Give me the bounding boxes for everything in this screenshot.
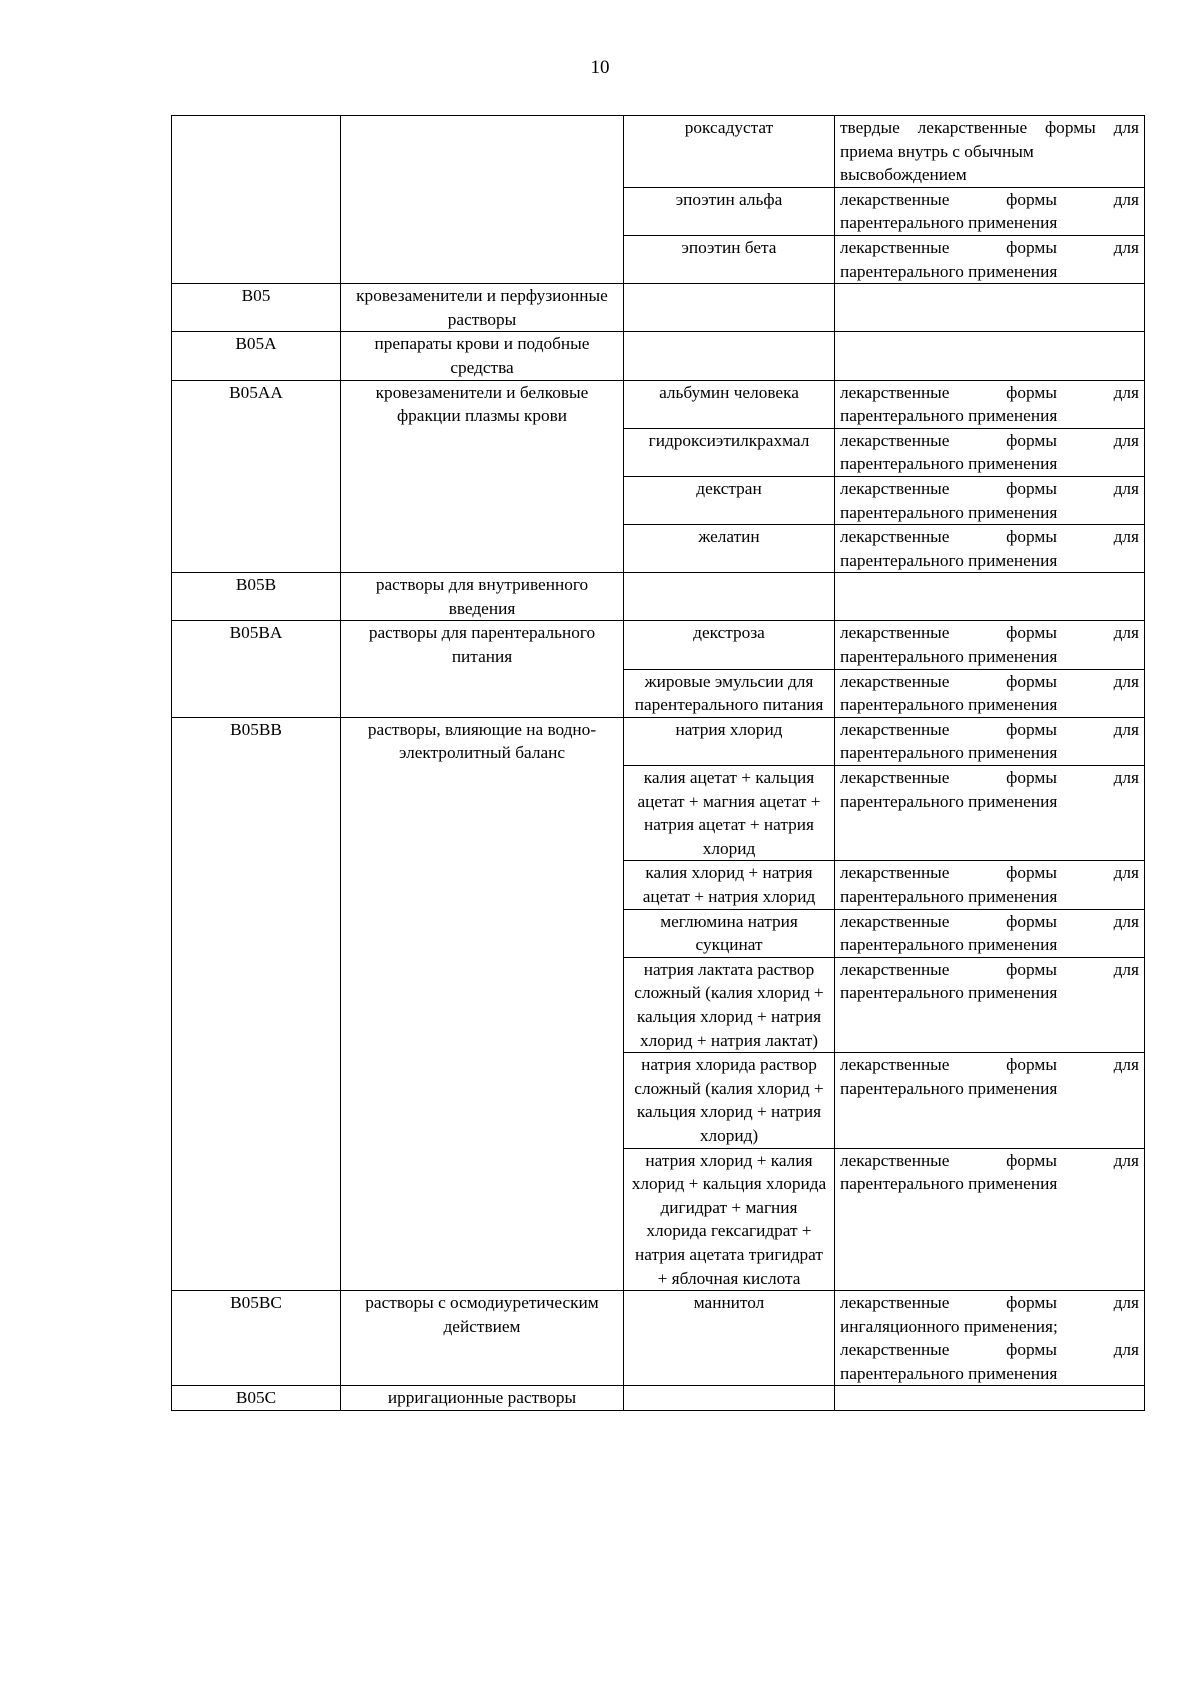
anatomical-group-cell: кровезаменители и белковые фракции плазмы крови — [341, 380, 624, 573]
table-row — [172, 284, 1145, 332]
dosage-form-line: парентерального применения — [840, 647, 1058, 667]
dosage-form-line: парентерального применения — [840, 261, 1058, 281]
dosage-form-cell — [835, 116, 1145, 188]
drug-name-cell — [624, 284, 835, 332]
dosage-form-cell — [835, 380, 1145, 428]
dosage-form-cell — [835, 525, 1145, 573]
dosage-form-line: парентерального применения — [840, 213, 1058, 233]
dosage-form-line: парентерального применения — [840, 935, 1058, 955]
dosage-form-line: лекарственные формы для — [840, 382, 1139, 402]
dosage-form-line: лекарственные формы для — [840, 1150, 1139, 1170]
dosage-form-cell — [835, 332, 1145, 380]
anatomical-group-cell: растворы с осмодиуретическим действием — [341, 1291, 624, 1386]
dosage-form-cell — [835, 476, 1145, 524]
drug-name-cell: калия ацетат + кальция ацетат + магния ацетат + натрия ацетат + натрия хлорид — [624, 766, 835, 861]
dosage-form-line: лекарственные формы для — [840, 719, 1139, 739]
dosage-form-line: лекарственные формы для — [840, 430, 1139, 450]
dosage-form-line: лекарственные формы для — [840, 911, 1139, 931]
dosage-form-line: ингаляционного применения; — [840, 1316, 1058, 1336]
dosage-form-cell — [835, 187, 1145, 235]
drug-name-cell: натрия хлорид — [624, 717, 835, 765]
dosage-form-line: лекарственные формы для — [840, 527, 1139, 547]
drug-name-cell: роксадустат — [624, 116, 835, 188]
drug-name-cell: гидроксиэтилкрахмал — [624, 428, 835, 476]
anatomical-group-cell: препараты крови и подобные средства — [341, 332, 624, 380]
anatomical-group-cell: ирригационные растворы — [341, 1386, 624, 1411]
dosage-form-line: лекарственные формы для — [840, 189, 1139, 209]
dosage-form-line: парентерального применения — [840, 406, 1058, 426]
dosage-form-cell — [835, 1148, 1145, 1291]
table-row — [172, 717, 1145, 765]
dosage-form-line: твердые лекарственные формы для — [840, 118, 1139, 137]
drug-name-cell: жировые эмульсии для парентерального питания — [624, 669, 835, 717]
dosage-form-line: парентерального применения — [840, 1078, 1058, 1098]
drug-name-cell: натрия хлорида раствор сложный (калия хлорид + кальция хлорид + натрия хлорид) — [624, 1053, 835, 1148]
atc-code-cell: B05BC — [172, 1291, 341, 1386]
drug-name-cell — [624, 332, 835, 380]
dosage-form-line: лекарственные формы для — [840, 959, 1139, 979]
dosage-form-cell — [835, 1053, 1145, 1148]
atc-code-cell: B05C — [172, 1386, 341, 1411]
dosage-form-line: лекарственные формы для — [840, 863, 1139, 883]
dosage-form-line: лекарственные формы для — [840, 1055, 1139, 1075]
drug-name-cell: желатин — [624, 525, 835, 573]
atc-code-cell: B05 — [172, 284, 341, 332]
atc-code-cell: B05BA — [172, 621, 341, 717]
dosage-form-line: лекарственные формы для — [840, 478, 1139, 498]
atc-code-cell — [172, 116, 341, 284]
dosage-form-line: парентерального применения — [840, 791, 1058, 811]
anatomical-group-cell: растворы для парентерального питания — [341, 621, 624, 717]
table-row — [172, 621, 1145, 669]
dosage-form-line: лекарственные формы для — [840, 1293, 1139, 1313]
drug-name-cell — [624, 1386, 835, 1411]
dosage-form-line: лекарственные формы для — [840, 671, 1139, 691]
table-row — [172, 116, 1145, 188]
dosage-form-line: лекарственные формы для — [840, 237, 1139, 257]
table-row — [172, 1291, 1145, 1386]
drug-classification-table — [171, 115, 1145, 1411]
drug-name-cell: декстроза — [624, 621, 835, 669]
table-row — [172, 380, 1145, 428]
anatomical-group-cell — [341, 116, 624, 284]
drug-name-cell: натрия лактата раствор сложный (калия хлорид + кальция хлорид + натрия хлорид + натрия лактат) — [624, 957, 835, 1052]
drug-name-cell: альбумин человека — [624, 380, 835, 428]
dosage-form-cell — [835, 1386, 1145, 1411]
dosage-form-line: лекарственные формы для — [840, 623, 1139, 643]
table-body — [172, 116, 1145, 1411]
atc-code-cell: B05BB — [172, 717, 341, 1290]
page-number: 10 — [590, 57, 610, 78]
dosage-form-cell — [835, 621, 1145, 669]
dosage-form-cell — [835, 717, 1145, 765]
dosage-form-line: парентерального применения — [840, 743, 1058, 763]
table-row — [172, 332, 1145, 380]
dosage-form-line: парентерального применения — [840, 454, 1058, 474]
atc-code-cell: B05B — [172, 573, 341, 621]
anatomical-group-cell: растворы для внутривенного введения — [341, 573, 624, 621]
atc-code-cell: B05A — [172, 332, 341, 380]
dosage-form-line: лекарственные формы для — [840, 1340, 1139, 1360]
dosage-form-cell — [835, 284, 1145, 332]
drug-name-cell: калия хлорид + натрия ацетат + натрия хлорид — [624, 861, 835, 909]
dosage-form-line: парентерального применения — [840, 1363, 1058, 1383]
drug-name-cell: маннитол — [624, 1291, 835, 1386]
dosage-form-cell — [835, 1291, 1145, 1386]
atc-code-cell: B05AA — [172, 380, 341, 573]
drug-name-cell: эпоэтин бета — [624, 235, 835, 283]
drug-name-cell: натрия хлорид + калия хлорид + кальция хлорида дигидрат + магния хлорида гексагидрат + натрия ацетата тригидрат + яблочная кислота — [624, 1148, 835, 1291]
dosage-form-cell — [835, 909, 1145, 957]
dosage-form-cell — [835, 861, 1145, 909]
table-row — [172, 573, 1145, 621]
dosage-form-line: лекарственные формы для — [840, 768, 1139, 788]
dosage-form-cell — [835, 235, 1145, 283]
drug-name-cell: меглюмина натрия сукцинат — [624, 909, 835, 957]
dosage-form-line: высвобождением — [840, 165, 967, 185]
dosage-form-line: парентерального применения — [840, 983, 1058, 1003]
dosage-form-line: парентерального применения — [840, 550, 1058, 570]
drug-name-cell: эпоэтин альфа — [624, 187, 835, 235]
dosage-form-line: парентерального применения — [840, 502, 1058, 522]
dosage-form-line: парентерального применения — [840, 1174, 1058, 1194]
dosage-form-cell — [835, 669, 1145, 717]
dosage-form-line: парентерального применения — [840, 695, 1058, 715]
anatomical-group-cell: растворы, влияющие на водно-электролитный баланс — [341, 717, 624, 1290]
dosage-form-line: приема внутрь с обычным — [840, 141, 1034, 161]
table-row — [172, 1386, 1145, 1411]
drug-name-cell: декстран — [624, 476, 835, 524]
dosage-form-cell — [835, 766, 1145, 861]
anatomical-group-cell: кровезаменители и перфузионные растворы — [341, 284, 624, 332]
drug-name-cell — [624, 573, 835, 621]
dosage-form-line: парентерального применения — [840, 887, 1058, 906]
dosage-form-cell — [835, 957, 1145, 1052]
dosage-form-cell — [835, 428, 1145, 476]
dosage-form-cell — [835, 573, 1145, 621]
